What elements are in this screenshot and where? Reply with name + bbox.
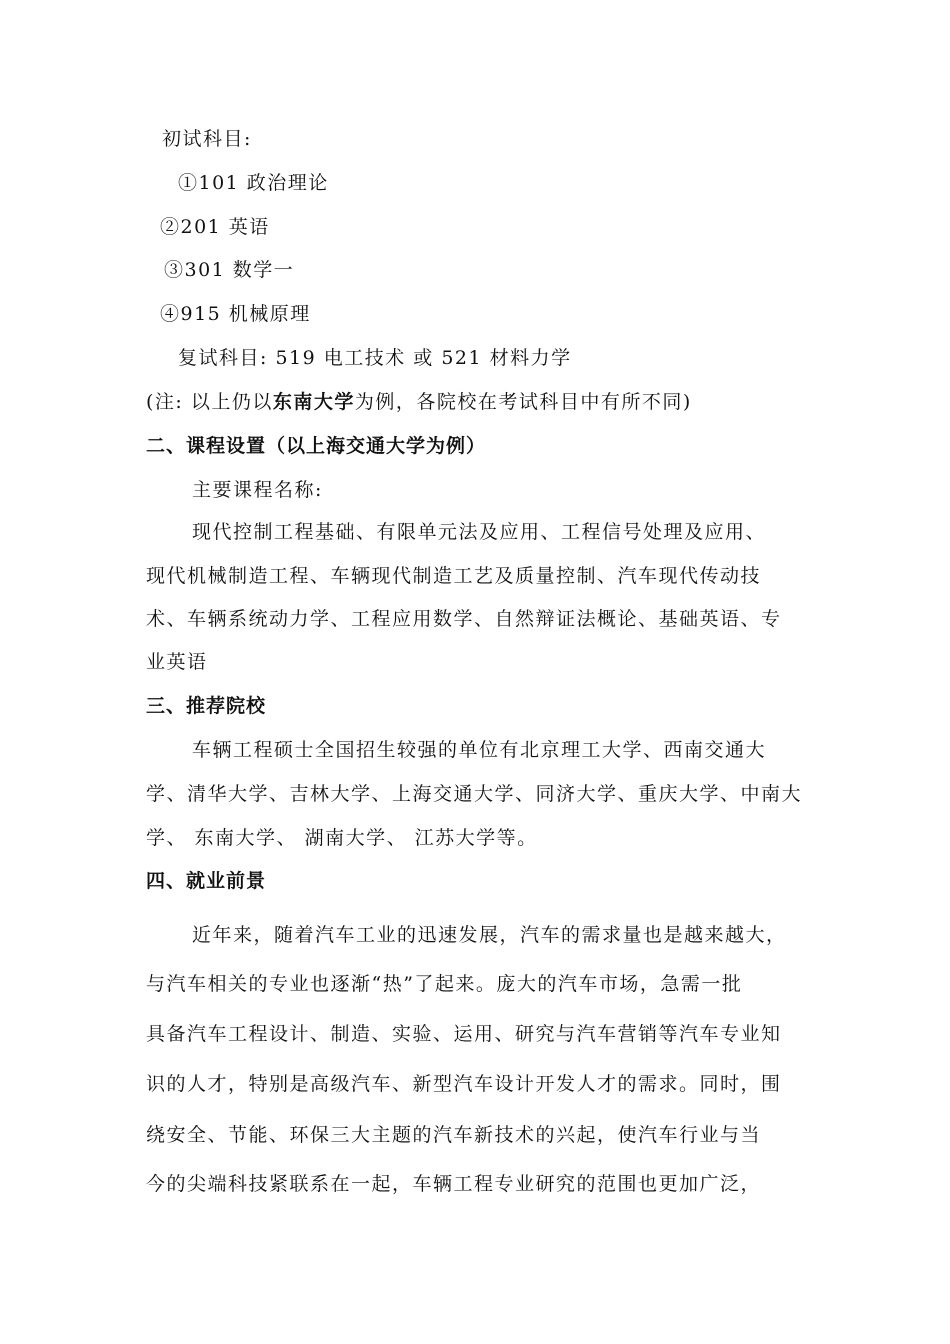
schools-paragraph-line: 学、 东南大学、 湖南大学、 江苏大学等。 xyxy=(146,827,538,849)
initial-exam-label: 初试科目: xyxy=(162,128,252,150)
retest-subjects: 复试科目: 519 电工技术 或 521 材料力学 xyxy=(178,347,572,369)
schools-paragraph-line: 车辆工程硕士全国招生较强的单位有北京理工大学、西南交通大 xyxy=(192,739,767,761)
exam-subject-item: ①101 政治理论 xyxy=(178,172,329,194)
exam-note-suffix: 为例，各院校在考试科目中有所不同) xyxy=(354,391,692,413)
career-paragraph-line: 今的尖端科技紧联系在一起，车辆工程专业研究的范围也更加广泛， xyxy=(146,1173,762,1195)
courses-paragraph-line: 术、车辆系统动力学、工程应用数学、自然辩证法概论、基础英语、专 xyxy=(146,608,782,630)
career-paragraph-line: 具备汽车工程设计、制造、实验、运用、研究与汽车营销等汽车专业知 xyxy=(146,1023,782,1045)
career-paragraph-line: 绕安全、节能、环保三大主题的汽车新技术的兴起，使汽车行业与当 xyxy=(146,1124,762,1146)
courses-heading: 二、课程设置（以上海交通大学为例） xyxy=(146,435,487,457)
courses-paragraph-line: 现代控制工程基础、有限单元法及应用、工程信号处理及应用、 xyxy=(192,521,767,543)
courses-paragraph-line: 现代机械制造工程、车辆现代制造工艺及质量控制、汽车现代传动技 xyxy=(146,565,762,587)
exam-subject-item: ②201 英语 xyxy=(160,216,270,238)
main-courses-label: 主要课程名称: xyxy=(192,479,323,501)
career-heading: 四、就业前景 xyxy=(146,870,267,892)
schools-paragraph-line: 学、清华大学、吉林大学、上海交通大学、同济大学、重庆大学、中南大 xyxy=(146,783,803,805)
courses-paragraph-line: 业英语 xyxy=(146,651,208,673)
career-paragraph-line: 识的人才，特别是高级汽车、新型汽车设计开发人才的需求。同时，围 xyxy=(146,1073,782,1095)
exam-note-prefix: (注: 以上仍以 xyxy=(146,391,273,413)
career-paragraph-line: 与汽车相关的专业也逐渐“热”了起来。庞大的汽车市场，急需一批 xyxy=(146,973,743,995)
exam-subject-item: ④915 机械原理 xyxy=(160,303,311,325)
exam-note xyxy=(146,388,692,416)
career-paragraph-line: 近年来，随着汽车工业的迅速发展，汽车的需求量也是越来越大， xyxy=(192,924,787,946)
schools-heading: 三、推荐院校 xyxy=(146,695,267,717)
exam-note-school: 东南大学 xyxy=(272,391,355,413)
exam-subject-item: ③301 数学一 xyxy=(164,259,295,281)
